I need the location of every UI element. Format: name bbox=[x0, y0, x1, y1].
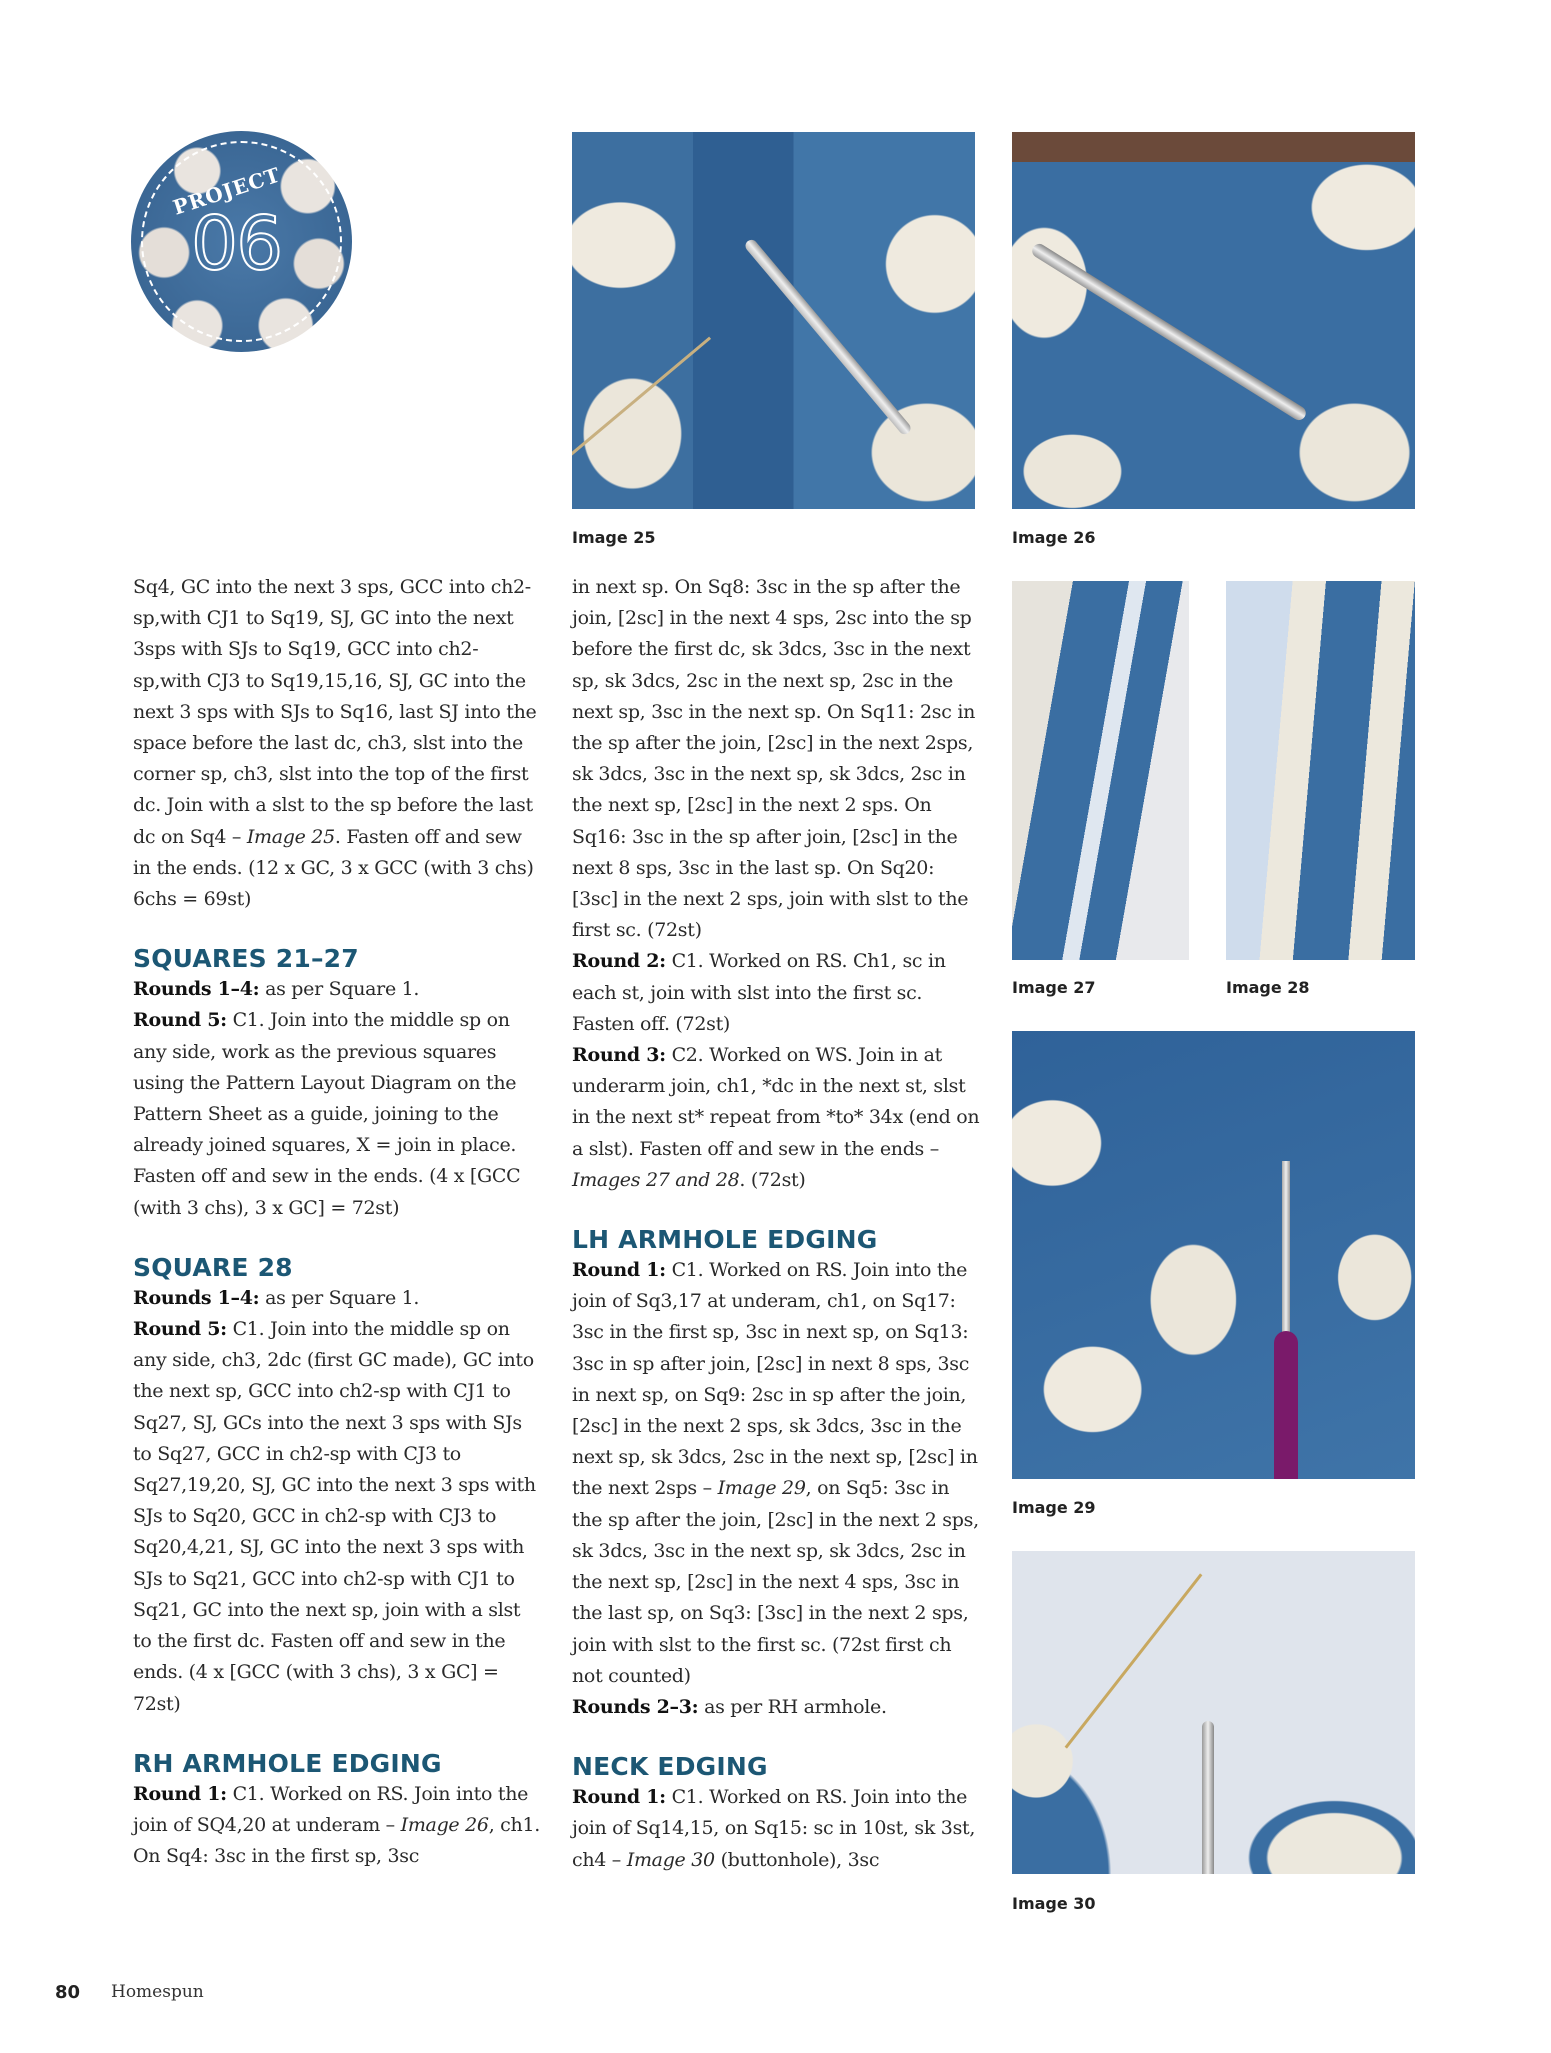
image-reference: Image 30 bbox=[626, 1848, 715, 1871]
section-heading: NECK EDGING bbox=[572, 1752, 768, 1782]
instruction-text: . (72st) bbox=[739, 1168, 806, 1191]
section-heading: RH ARMHOLE EDGING bbox=[133, 1748, 442, 1778]
image-reference: Image 26 bbox=[400, 1813, 489, 1836]
caption-image-29: Image 29 bbox=[1012, 1498, 1096, 1517]
round-label: Round 1: bbox=[572, 1786, 666, 1809]
instruction-text: C1. Worked on RS. Ch1, sc in each st, join with slst into the first sc. Fasten off. (72st) bbox=[572, 950, 946, 1035]
caption-image-30: Image 30 bbox=[1012, 1894, 1096, 1913]
photo-image-29 bbox=[1012, 1031, 1415, 1479]
spacer bbox=[572, 1723, 982, 1751]
instruction-text: . Fasten off and sew in the ends. (12 x GC, 3 x GCC (with 3 chs) 6chs = 69st) bbox=[133, 825, 534, 911]
round-label: Rounds 2–3: bbox=[572, 1695, 699, 1718]
instruction-paragraph bbox=[133, 1779, 543, 1873]
image-reference: Image 29 bbox=[717, 1477, 806, 1500]
instruction-text: C1. Join into the middle sp on any side, ch3, 2dc (first GC made), GC into the next sp, GCC into ch2-sp with CJ1 to Sq27, SJ, GCs into the next 3 sps with SJs to Sq27, GCC in ch2-sp with CJ3 to Sq27,19,20, SJ, GC into the next 3 sps with SJs to Sq20, GCC in ch2-sp with CJ3 to Sq20,4,21, SJ, GC into the next 3 sps with SJs to Sq21, GCC into ch2-sp with CJ1 to Sq21, GC into the next sp, join with a slst to the first dc. Fasten off and sew in the ends. (4 x [GCC (with 3 chs), 3 x GC] = 72st) bbox=[133, 1318, 536, 1715]
instruction-text: as per Square 1. bbox=[259, 1286, 420, 1309]
text-column-middle bbox=[572, 572, 982, 1876]
needle bbox=[572, 337, 711, 468]
caption-image-27: Image 27 bbox=[1012, 978, 1096, 997]
section-heading: SQUARES 21–27 bbox=[133, 944, 359, 974]
project-badge bbox=[131, 131, 352, 352]
instruction-paragraph bbox=[133, 1283, 543, 1314]
photo-image-30 bbox=[1012, 1551, 1415, 1874]
instruction-paragraph bbox=[572, 1782, 982, 1876]
spacer bbox=[133, 915, 543, 943]
crochet-hook bbox=[743, 237, 913, 436]
text-column-left bbox=[133, 572, 543, 1872]
round-label: Round 1: bbox=[572, 1259, 666, 1282]
spacer bbox=[133, 1720, 543, 1748]
instruction-text: Sq4, GC into the next 3 sps, GCC into ch2-sp,with CJ1 to Sq19, SJ, GC into the next 3sps with SJs to Sq19, GCC into ch2-sp,with CJ3 to Sq19,15,16, SJ, GC into the next 3 sps with SJs to Sq16, last SJ into the space before the last dc, ch3, slst into the corner sp, ch3, slst into the top of the first dc. Join with a slst to the sp before the last dc on Sq4 – bbox=[133, 576, 537, 848]
crochet-hook bbox=[1030, 241, 1309, 422]
crochet-hook bbox=[1202, 1721, 1214, 1874]
hook-handle bbox=[1274, 1331, 1298, 1479]
round-label: Round 5: bbox=[133, 1318, 227, 1341]
photo-image-25 bbox=[572, 132, 975, 509]
instruction-text: as per RH armhole. bbox=[698, 1695, 887, 1718]
instruction-paragraph bbox=[572, 946, 982, 1040]
caption-image-26: Image 26 bbox=[1012, 528, 1096, 547]
photo-image-27 bbox=[1012, 581, 1189, 960]
badge-number: 06 bbox=[191, 201, 282, 287]
section-heading: LH ARMHOLE EDGING bbox=[572, 1225, 878, 1255]
instruction-text: C2. Worked on WS. Join in at underarm join, ch1, *dc in the next st, slst in the next st* repeat from *to* 34x (end on a slst). Fasten off and sew in the ends – bbox=[572, 1044, 980, 1160]
round-label: Rounds 1–4: bbox=[133, 1286, 260, 1309]
page-number: 80 bbox=[55, 1982, 81, 2003]
photo-image-28 bbox=[1226, 581, 1415, 960]
instruction-text: (buttonhole), 3sc bbox=[714, 1848, 880, 1871]
instruction-paragraph bbox=[133, 1314, 543, 1720]
instruction-paragraph bbox=[572, 1692, 982, 1723]
round-label: Round 5: bbox=[133, 1009, 227, 1032]
instruction-paragraph bbox=[133, 1005, 543, 1223]
round-label: Round 3: bbox=[572, 1044, 666, 1067]
instruction-text: , on Sq5: 3sc in the sp after the join, [2sc] in the next 2 sps, sk 3dcs, 3sc in the next sp, sk 3dcs, 2sc in the next sp, [2sc] in the next 4 sps, 3sc in the last sp, on Sq3: [3sc] in the next 2 sps, join with slst to the first sc. (72st first ch not counted) bbox=[572, 1477, 979, 1687]
needle bbox=[1065, 1573, 1203, 1748]
round-label: Round 2: bbox=[572, 950, 666, 973]
instruction-text: C1. Worked on RS. Join into the join of Sq14,15, on Sq15: sc in 10st, sk 3st, ch4 – bbox=[572, 1786, 976, 1871]
instruction-text: in next sp. On Sq8: 3sc in the sp after the join, [2sc] in the next 4 sps, 2sc into the sp before the first dc, sk 3dcs, 3sc in the next sp, sk 3dcs, 2sc in the next sp, 2sc in the next sp, 3sc in the next sp. On Sq11: 2sc in the sp after the join, [2sc] in the next 2sps, sk 3dcs, 3sc in the next sp, sk 3dcs, 2sc in the next sp, [2sc] in the next 2 sps. On Sq16: 3sc in the sp after join, [2sc] in the next 8 sps, 3sc in the last sp. On Sq20: [3sc] in the next 2 sps, join with slst to the first sc. (72st) bbox=[572, 576, 976, 942]
spacer bbox=[572, 1196, 982, 1224]
instruction-text: C1. Worked on RS. Join into the join of Sq3,17 at underam, ch1, on Sq17: 3sc in the first sp, 3sc in next sp, on Sq13: 3sc in sp after join, [2sc] in next 8 sps, 3sc in next sp, on Sq9: 2sc in sp after the join, [2sc] in the next 2 sps, sk 3dcs, 3sc in the next sp, sk 3dcs, 2sc in the next sp, [2sc] in the next 2sps – bbox=[572, 1259, 978, 1500]
instruction-paragraph bbox=[572, 572, 982, 946]
instruction-paragraph bbox=[133, 572, 543, 915]
round-label: Rounds 1–4: bbox=[133, 978, 260, 1001]
instruction-text: , ch1. On Sq4: 3sc in the first sp, 3sc bbox=[133, 1813, 540, 1868]
image-reference: Images 27 and 28 bbox=[572, 1168, 740, 1191]
section-heading: SQUARE 28 bbox=[133, 1252, 293, 1282]
image-reference: Image 25 bbox=[246, 825, 335, 848]
instruction-text: C1. Join into the middle sp on any side, work as the previous squares using the Pattern Layout Diagram on the Pattern Sheet as a guide, joining to the already joined squares, X = join in place. Fasten off and sew in the ends. (4 x [GCC (with 3 chs), 3 x GC] = 72st) bbox=[133, 1009, 521, 1219]
instruction-text: C1. Worked on RS. Join into the join of SQ4,20 at underam – bbox=[133, 1782, 529, 1836]
caption-image-25: Image 25 bbox=[572, 528, 656, 547]
publication-name: Homespun bbox=[111, 1982, 204, 2002]
round-label: Round 1: bbox=[133, 1782, 227, 1805]
instruction-paragraph bbox=[572, 1040, 982, 1196]
badge-label: PROJECT bbox=[170, 162, 284, 220]
spacer bbox=[133, 1224, 543, 1252]
instruction-paragraph bbox=[133, 974, 543, 1005]
caption-image-28: Image 28 bbox=[1226, 978, 1310, 997]
instruction-paragraph bbox=[572, 1255, 982, 1692]
photo-image-26 bbox=[1012, 132, 1415, 509]
instruction-text: as per Square 1. bbox=[259, 978, 420, 1001]
